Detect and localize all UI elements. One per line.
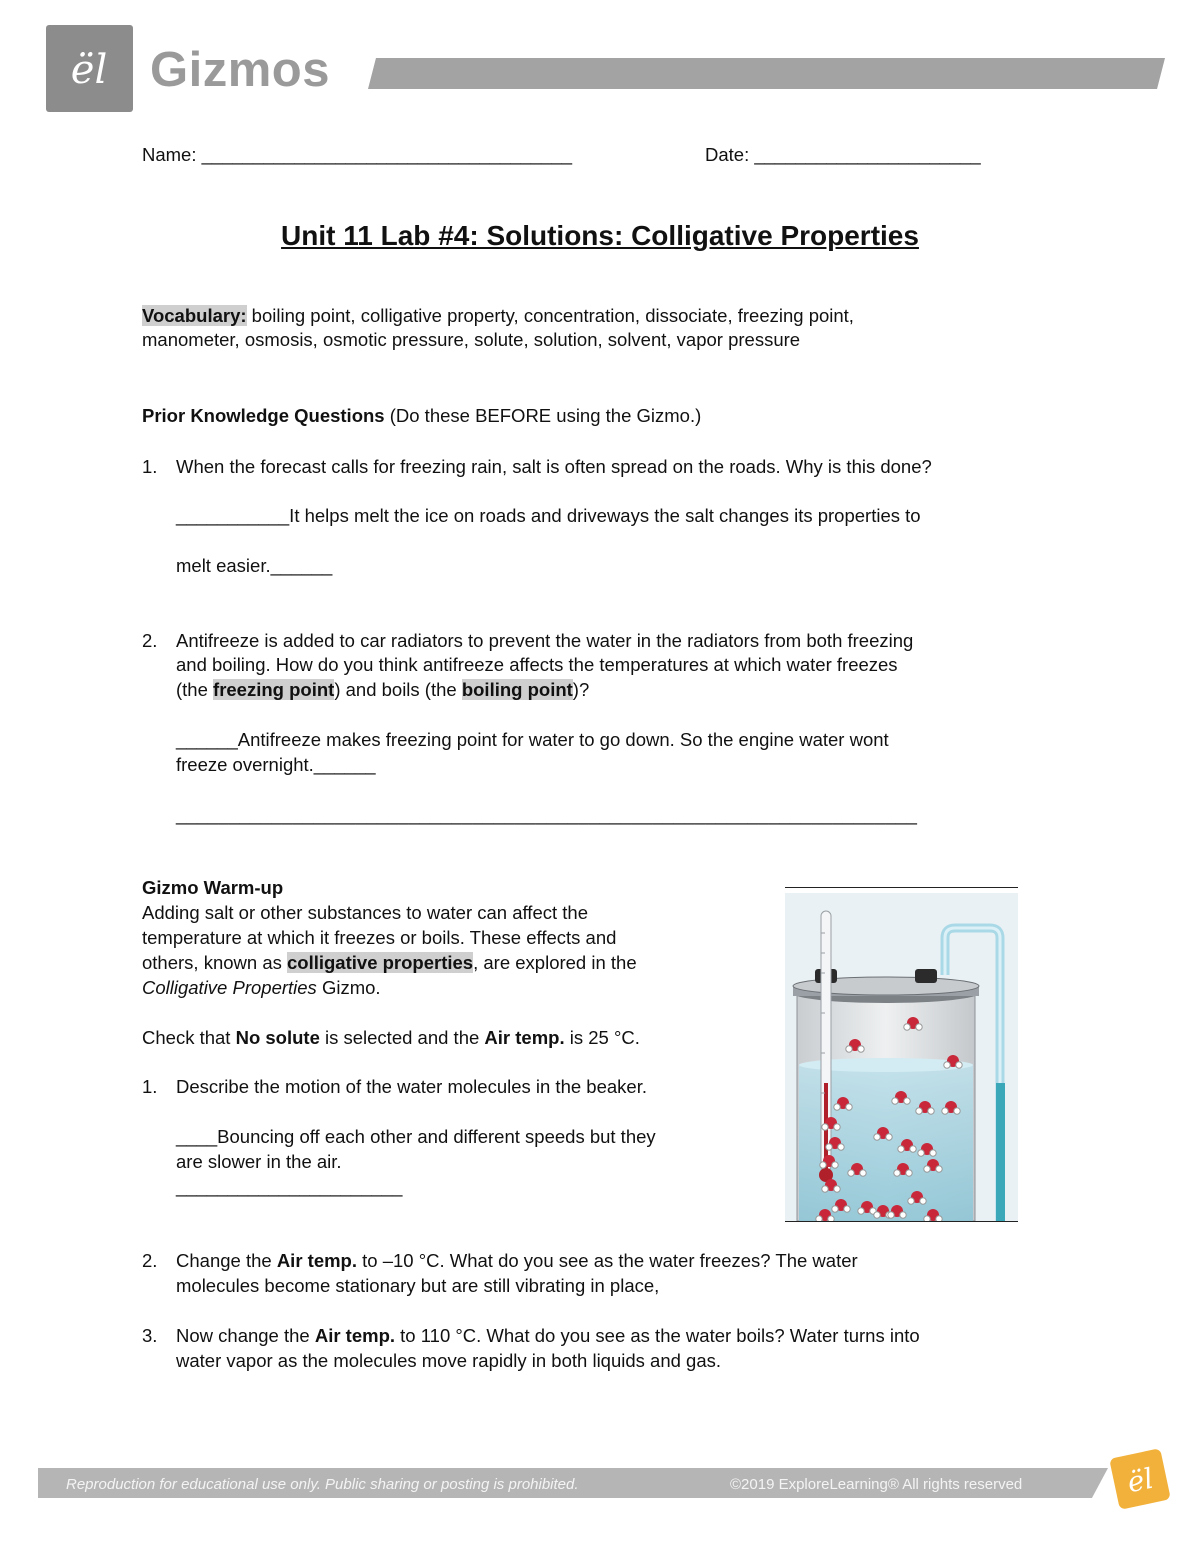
el-logo-icon [46,25,133,112]
warmup-question-3-line-1: Now change the Air temp. to 110 °C. What do you see as the water boils? Water turns into [176,1325,920,1346]
warmup-answer-1-line-1: ____Bouncing off each other and different speeds but they [176,1126,656,1147]
warmup-intro-line-4: Colligative Properties Gizmo. [142,977,381,998]
prior-knowledge-heading: Prior Knowledge Questions (Do these BEFORE using the Gizmo.) [142,405,702,426]
term-boiling-point: boiling point [461,679,573,700]
prior-answer-1-line-2: melt easier.______ [176,555,333,576]
warmup-intro-line-1: Adding salt or other substances to water can affect the [142,902,588,923]
warmup-intro-line-2: temperature at which it freezes or boils. These effects and [142,927,617,948]
question-number: 3. [142,1325,158,1346]
brand-name: Gizmos [150,43,330,97]
beaker-illustration [785,893,1018,1221]
vocabulary-line-1: Vocabulary: boiling point, colligative property, concentration, dissociate, freezing point, [142,305,854,326]
question-number: 2. [142,630,158,651]
warmup-question-2-line-1: Change the Air temp. to –10 °C. What do you see as the water freezes? The water [176,1250,858,1271]
vocabulary-label: Vocabulary: [142,305,247,326]
warmup-heading: Gizmo Warm-up [142,877,284,898]
name-field-line: Name: ____________________________________ [142,144,573,165]
prior-answer-2-line-1: ______Antifreeze makes freezing point for water to go down. So the engine water wont [176,729,889,750]
footer-copyright: ©2019 ExploreLearning® All rights reserved [730,1476,1023,1493]
header-bar [368,58,1165,89]
term-freezing-point: freezing point [213,679,335,700]
warmup-intro-line-3: others, known as colligative properties, are explored in the [142,952,637,973]
warmup-answer-1-line-3: ______________________ [176,1176,403,1197]
figure-bottom-rule [785,1221,1018,1222]
question-number: 1. [142,456,158,477]
prior-question-2-line-2: and boiling. How do you think antifreeze affects the temperatures at which water freezes [176,654,898,675]
svg-text:ël: ël [1124,1461,1157,1500]
prior-answer-2-line-2: freeze overnight.______ [176,754,376,775]
warmup-question-1: Describe the motion of the water molecules in the beaker. [176,1076,647,1097]
footer-notice: Reproduction for educational use only. Public sharing or posting is prohibited. [66,1476,579,1493]
date-field-line: Date: ______________________ [705,144,981,165]
prior-answer-1-line-1: ___________It helps melt the ice on roads and driveways the salt changes its properties to [176,505,921,526]
footer-logo-icon [1104,1443,1176,1515]
question-number: 1. [142,1076,158,1097]
prior-question-1: When the forecast calls for freezing rain, salt is often spread on the roads. Why is this done? [176,456,932,477]
warmup-answer-1-line-2: are slower in the air. [176,1151,342,1172]
prior-question-2-line-3: (the freezing point) and boils (the boiling point)? [176,679,590,700]
warmup-question-3-line-2: water vapor as the molecules move rapidly in both liquids and gas. [176,1350,722,1371]
term-colligative-properties: colligative properties [287,952,474,973]
prior-answer-2-line-3: ______________________________________________________________________ [176,804,918,825]
vocabulary-line-2: manometer, osmosis, osmotic pressure, solute, solution, solvent, vapor pressure [142,329,801,350]
explorelearning-logo [46,25,133,112]
warmup-question-2-line-2: molecules become stationary but are still vibrating in place, [176,1275,660,1296]
warmup-instruction: Check that No solute is selected and the Air temp. is 25 °C. [142,1027,640,1048]
figure-top-rule [785,887,1018,888]
prior-question-2-line-1: Antifreeze is added to car radiators to prevent the water in the radiators from both freezing [176,630,914,651]
page-title: Unit 11 Lab #4: Solutions: Colligative Properties [281,220,919,251]
svg-text:ël: ël [70,47,108,93]
question-number: 2. [142,1250,158,1271]
